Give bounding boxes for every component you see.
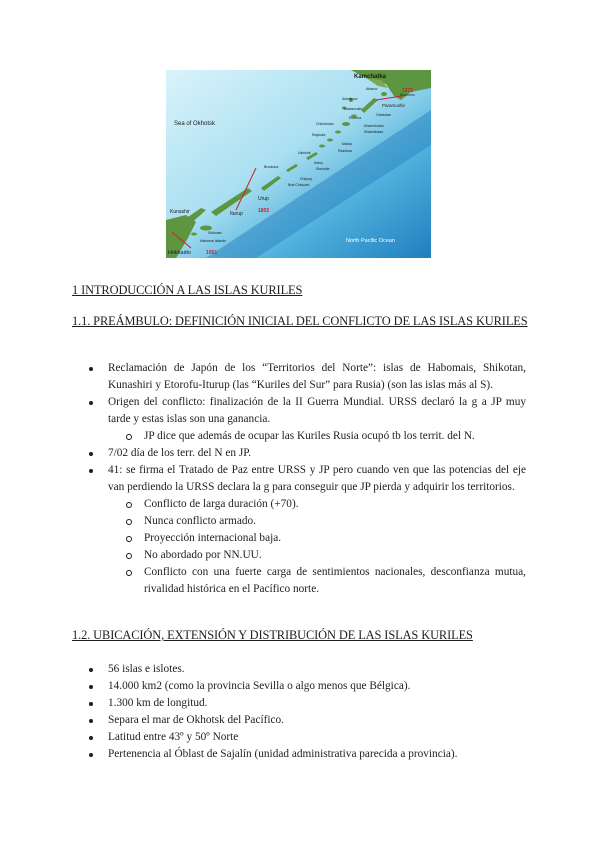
heading-ubicacion: 1.2. UBICACIÓN, EXTENSIÓN Y DISTRIBUCIÓN DE LAS ISLAS KURILES	[72, 628, 473, 642]
heading-preambulo: 1.1. PREÁMBULO: DEFINICIÓN INICIAL DEL CONFLICTO DE LAS ISLAS KURILES	[72, 314, 528, 328]
map-label-sea-okhotsk: Sea of Okhotsk	[174, 121, 216, 127]
map-label-ketoy: Ketoy	[314, 161, 323, 165]
map-label-ushishir: Ushishir	[298, 151, 311, 155]
list-item: 1.300 km de longitud.	[86, 695, 526, 712]
heading-introduccion: 1 INTRODUCCIÓN A LAS ISLAS KURILES	[72, 283, 303, 297]
map-label-urup: Urup	[258, 196, 269, 202]
list-item: Origen del conflicto: finalización de la II Guerra Mundial. URSS declaró la g a JP muy tarde y estas islas son una ganancia.	[86, 394, 526, 428]
kuril-islands-map	[166, 70, 431, 258]
list-item: Conflicto de larga duración (+70).	[86, 496, 526, 513]
map-label-ekarma: Ekarma	[349, 116, 362, 120]
list-item: 56 islas e islotes.	[86, 661, 526, 678]
ubicacion-list	[86, 661, 526, 763]
map-label-simushir: Simushir	[316, 167, 330, 171]
map-label-chirinkotan: Chirinkotan	[316, 122, 334, 126]
map-illustration	[166, 70, 431, 258]
map-label-habomai: Habomai islands	[200, 239, 226, 243]
map-label-brat-chirpoev: Brat Chirpoev	[288, 183, 310, 187]
map-label-antsiferov: Antsiferov	[342, 97, 358, 101]
map-year-1855: 1855	[258, 208, 270, 214]
list-item: 7/02 día de los terr. del N en JP.	[86, 445, 526, 462]
map-label-shikotan: Shikotan	[208, 231, 222, 235]
map-label-hokkaido: Hokkaido	[168, 250, 191, 256]
map-label-matua: Matua	[342, 142, 352, 146]
list-item: Pertenencia al Óblast de Sajalín (unidad administrativa parecida a provincia).	[86, 746, 526, 763]
list-item: No abordado por NN.UU.	[86, 547, 526, 564]
map-label-shiashkotan: Shiashkotan	[364, 130, 384, 134]
map-label-paramushir: Paramushir	[382, 103, 406, 108]
map-label-ocean: North Pacific Ocean	[346, 238, 395, 244]
list-item: Nunca conflicto armado.	[86, 513, 526, 530]
map-label-kunashir: Kunashir	[170, 209, 190, 215]
map-label-rasshua: Rasshua	[338, 149, 352, 153]
map-year-1951: 1951	[206, 250, 218, 256]
list-item: Latitud entre 43º y 50º Norte	[86, 729, 526, 746]
map-label-chirpoy: Chirpoy	[300, 177, 313, 181]
map-year-1875: 1875	[402, 88, 414, 94]
list-item: 14.000 km2 (como la provincia Sevilla o algo menos que Bélgica).	[86, 678, 526, 695]
map-label-onekotan: Onekotan	[376, 113, 392, 117]
map-label-shumshu: Shumshu	[400, 93, 415, 97]
list-item: 41: se firma el Tratado de Paz entre URSS y JP pero cuando ven que las potencias del eje van perdiendo la URSS declara la g para conseguir que JP pierda y adquirir los territorios.	[86, 462, 526, 496]
map-label-kamchatka: Kamchatka	[354, 74, 387, 80]
list-item: Separa el mar de Okhotsk del Pacífico.	[86, 712, 526, 729]
map-label-iturup: Iturup	[230, 211, 243, 217]
list-item: Conflicto con una fuerte carga de sentimientos nacionales, desconfianza mutua, rivalidad histórica en el Pacífico norte.	[86, 564, 526, 598]
map-label-makanrushi: Makanrushi	[344, 107, 363, 111]
map-label-broutona: Broutona	[264, 165, 279, 169]
map-label-atlasov: Atlasov	[366, 87, 378, 91]
map-label-raykoke: Raykoke	[312, 133, 326, 137]
map-label-kharimkotan: Kharimkotan	[364, 124, 384, 128]
list-item: JP dice que además de ocupar las Kuriles Rusia ocupó tb los territ. del N.	[86, 428, 526, 445]
list-item: Proyección internacional baja.	[86, 530, 526, 547]
preambulo-list	[86, 360, 526, 598]
list-item: Reclamación de Japón de los “Territorios del Norte”: islas de Habomais, Shikotan, Kunashiri y Etorofu-Iturup (las “Kuriles del Sur” para Rusia) (son las islas más al S).	[86, 360, 526, 394]
